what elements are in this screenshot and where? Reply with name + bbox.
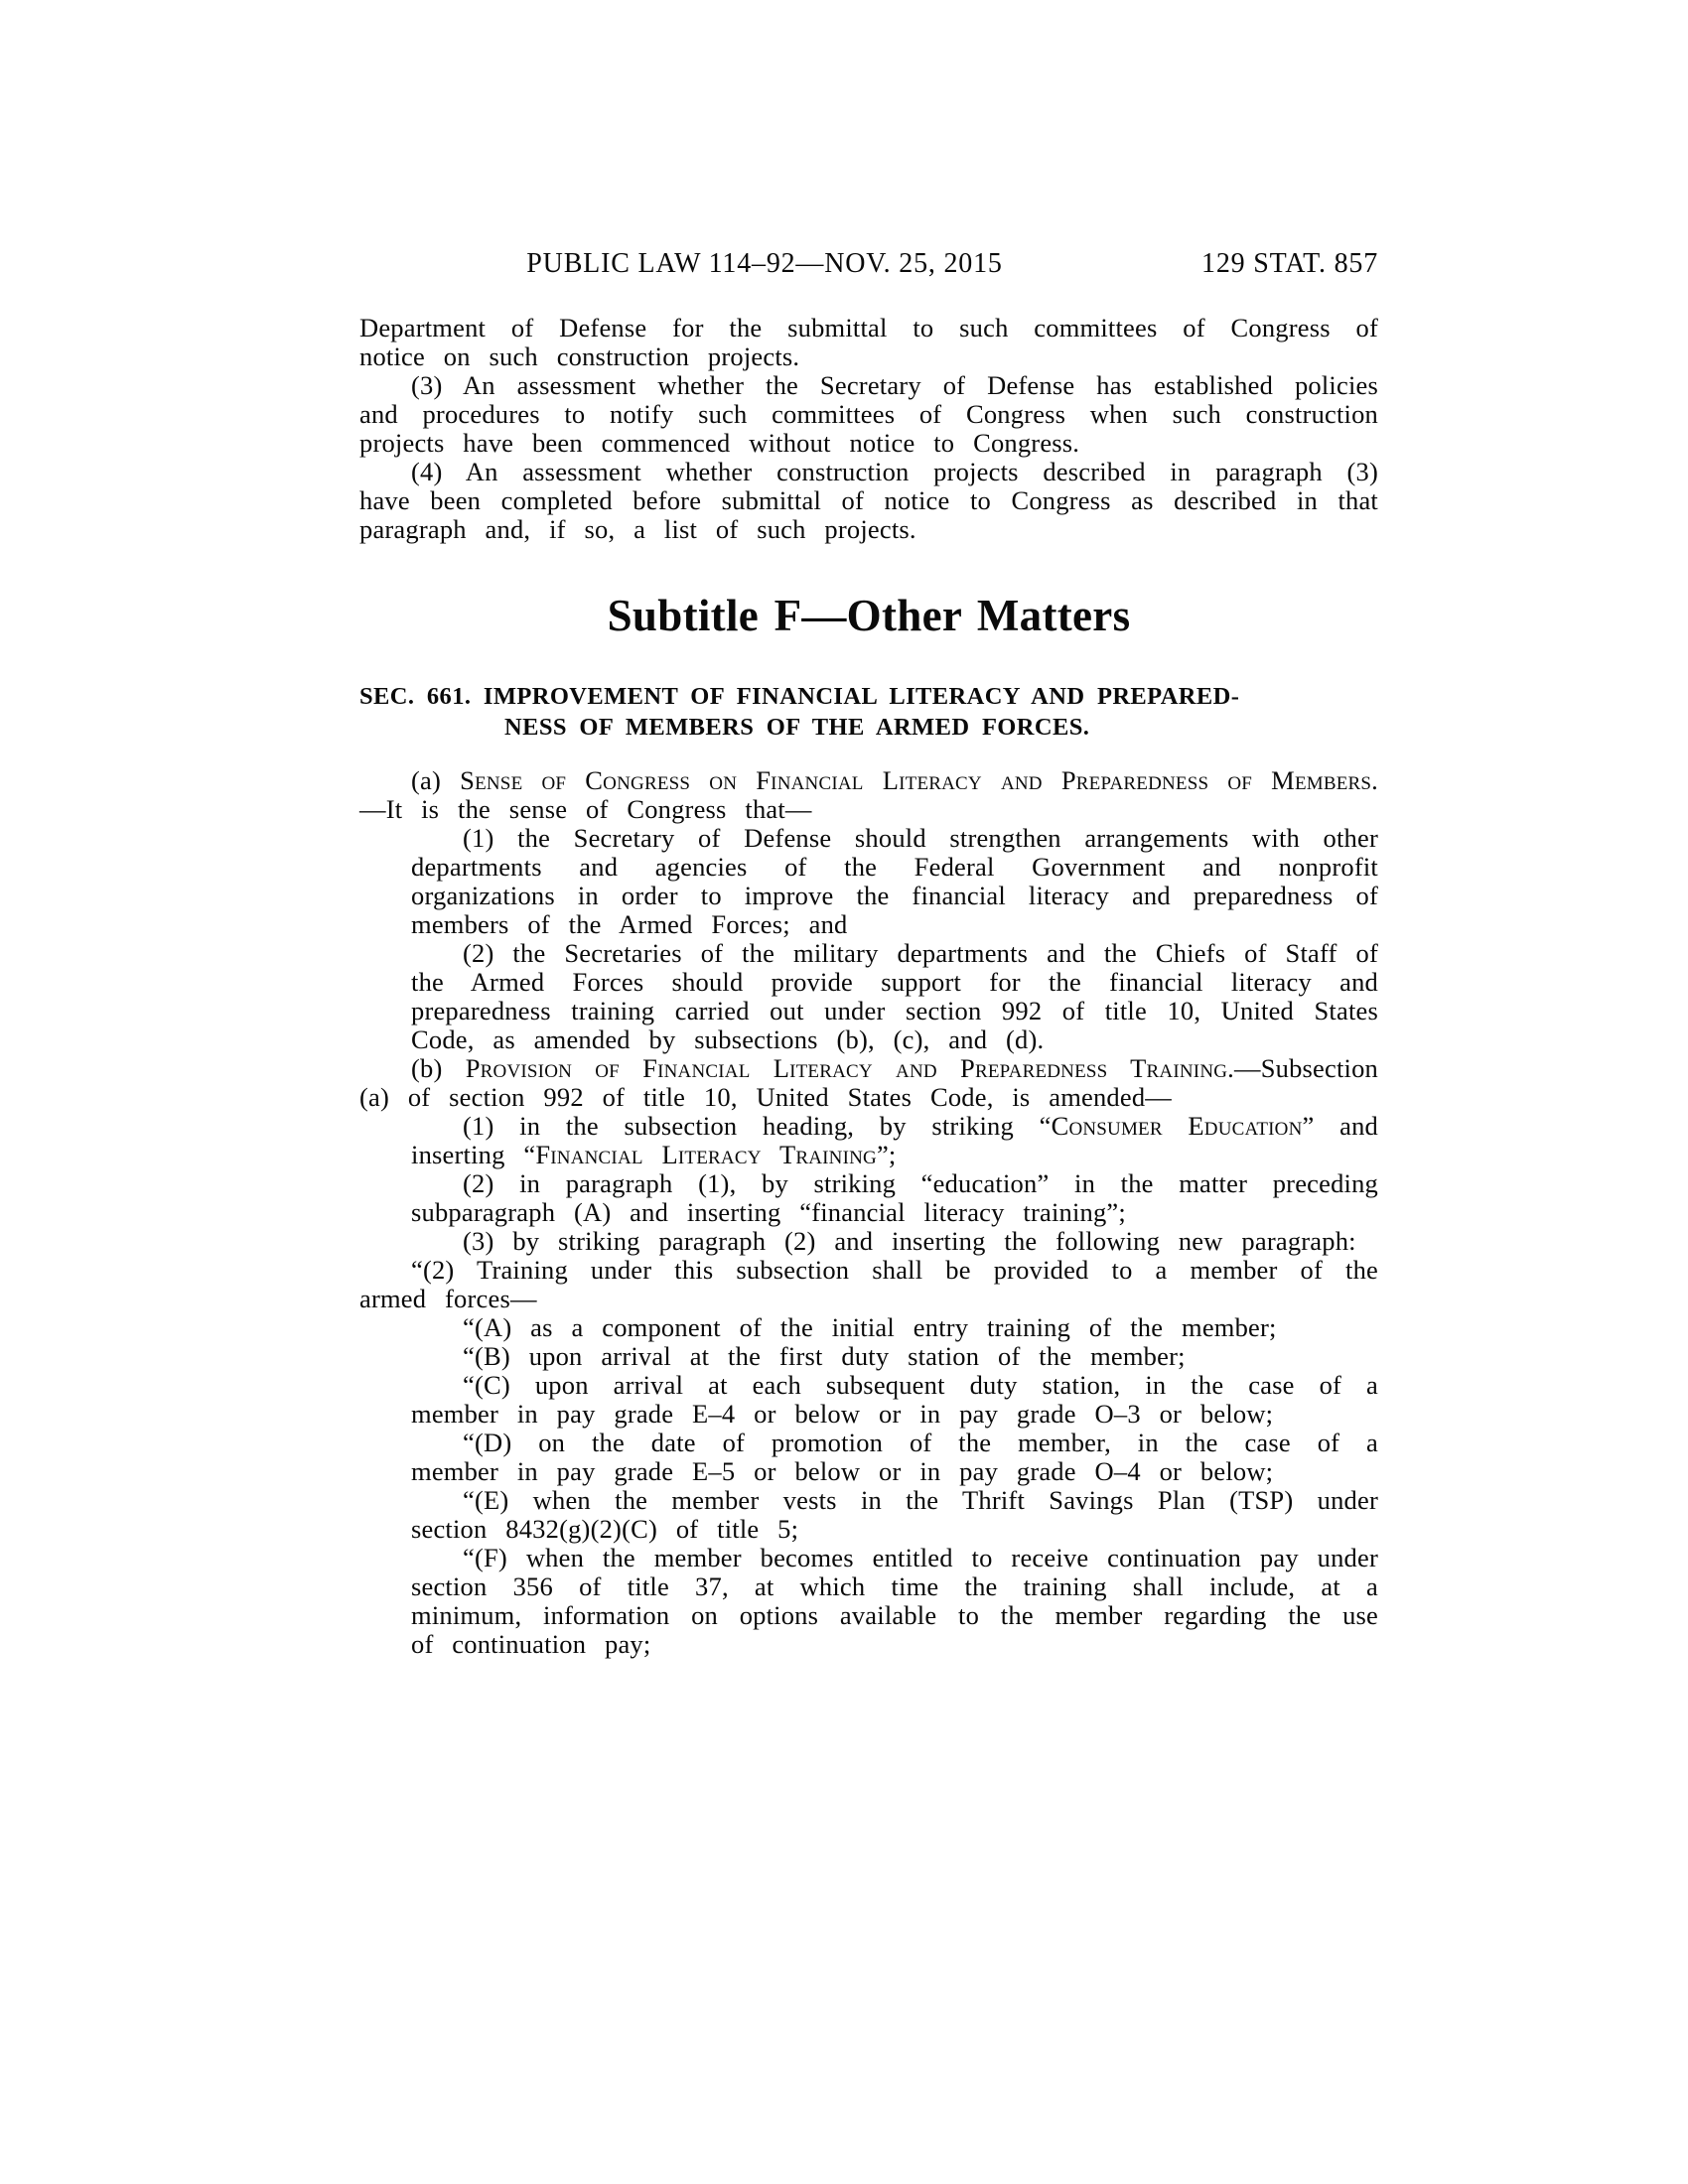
quoted-subparagraph-e: “(E) when the member vests in the Thrift Savings Plan (TSP) under section 8432(g)(2)(C) of title 5;: [411, 1485, 1378, 1544]
subsection-b-item-3: (3) by striking paragraph (2) and inserting the following new paragraph:: [463, 1226, 1356, 1256]
intro-continuation-paragraph: Department of Defense for the submittal to such committees of Congress of notice on such construction projects.: [359, 313, 1378, 371]
section-heading-line-1: SEC. 661. IMPROVEMENT OF FINANCIAL LITERACY AND PREPARED-: [359, 683, 1240, 710]
subsection-a-lead-text: .—It is the sense of Congress that—: [359, 765, 1378, 824]
assessment-paragraph-3: (3) An assessment whether the Secretary of Defense has established policies and procedures to notify such committees of Congress when such construction projects have been commenced without notice to Congress.: [359, 370, 1378, 458]
subsection-b-smallcaps-heading: Provision of Financial Literacy and Preparedness Training: [465, 1053, 1228, 1083]
subtitle-heading: Subtitle F—Other Matters: [607, 591, 1131, 640]
subsection-a-label: (a): [411, 765, 461, 795]
subsection-a-item-2: (2) the Secretaries of the military departments and the Chiefs of Staff of the Armed Forces should provide support for the financial literacy and preparedness training carried out under section 992 of title 10, United States Code, as amended by subsections (b), (c), and (d).: [411, 938, 1378, 1054]
subsection-b-lead: [359, 1054, 1378, 1112]
quoted-subparagraph-c: “(C) upon arrival at each subsequent duty station, in the case of a member in pay grade E–4 or below or in pay grade O–3 or below;: [411, 1370, 1378, 1429]
law-title: PUBLIC LAW 114–92—NOV. 25, 2015: [526, 248, 1003, 279]
quoted-paragraph-2: “(2) Training under this subsection shall be provided to a member of the armed forces—: [359, 1255, 1378, 1313]
quoted-subparagraph-a: “(A) as a component of the initial entry training of the member;: [463, 1312, 1277, 1342]
section-661-heading: [359, 681, 1378, 743]
section-heading-line-2: NESS OF MEMBERS OF THE ARMED FORCES.: [504, 714, 1090, 741]
quoted-subparagraph-d: “(D) on the date of promotion of the member, in the case of a member in pay grade E–5 or below or in pay grade O–4 or below;: [411, 1428, 1378, 1486]
item-1-text-mid: ” and inserting “: [411, 1111, 1378, 1169]
subsection-b-item-1: [411, 1112, 1378, 1169]
text-column: [359, 314, 1378, 1659]
stat-page-number: 129 STAT. 857: [1201, 248, 1378, 279]
subsection-a-smallcaps-heading: Sense of Congress on Financial Literacy and Preparedness of Members: [460, 765, 1372, 795]
inserted-term: Financial Literacy Training: [535, 1140, 877, 1169]
item-1-text-pre: (1) in the subsection heading, by striking “: [463, 1111, 1052, 1141]
subsection-a-lead: [359, 766, 1378, 824]
item-1-text-post: ”;: [876, 1140, 897, 1169]
subsection-b-item-2: (2) in paragraph (1), by striking “education” in the matter preceding subparagraph (A) and inserting “financial literacy training”;: [411, 1168, 1378, 1227]
assessment-paragraph-4: (4) An assessment whether construction projects described in paragraph (3) have been completed before submittal of notice to Congress as described in that paragraph and, if so, a list of such projects.: [359, 457, 1378, 544]
subsection-b-lead-text: .—Subsection (a) of section 992 of title 10, United States Code, is amended—: [359, 1053, 1378, 1112]
page-header: [359, 248, 1378, 280]
subsection-a-item-1: (1) the Secretary of Defense should strengthen arrangements with other departments and agencies of the Federal Government and nonprofit organizations in order to improve the financial literacy and preparedness of members of the Armed Forces; and: [411, 823, 1378, 939]
quoted-subparagraph-f: “(F) when the member becomes entitled to receive continuation pay under section 356 of title 37, at which time the training shall include, at a minimum, information on options available to the member regarding the use of continuation pay;: [411, 1543, 1378, 1659]
subsection-b-label: (b): [411, 1053, 466, 1083]
quoted-subparagraph-b: “(B) upon arrival at the first duty station of the member;: [463, 1341, 1186, 1371]
stricken-term: Consumer Education: [1051, 1111, 1303, 1141]
